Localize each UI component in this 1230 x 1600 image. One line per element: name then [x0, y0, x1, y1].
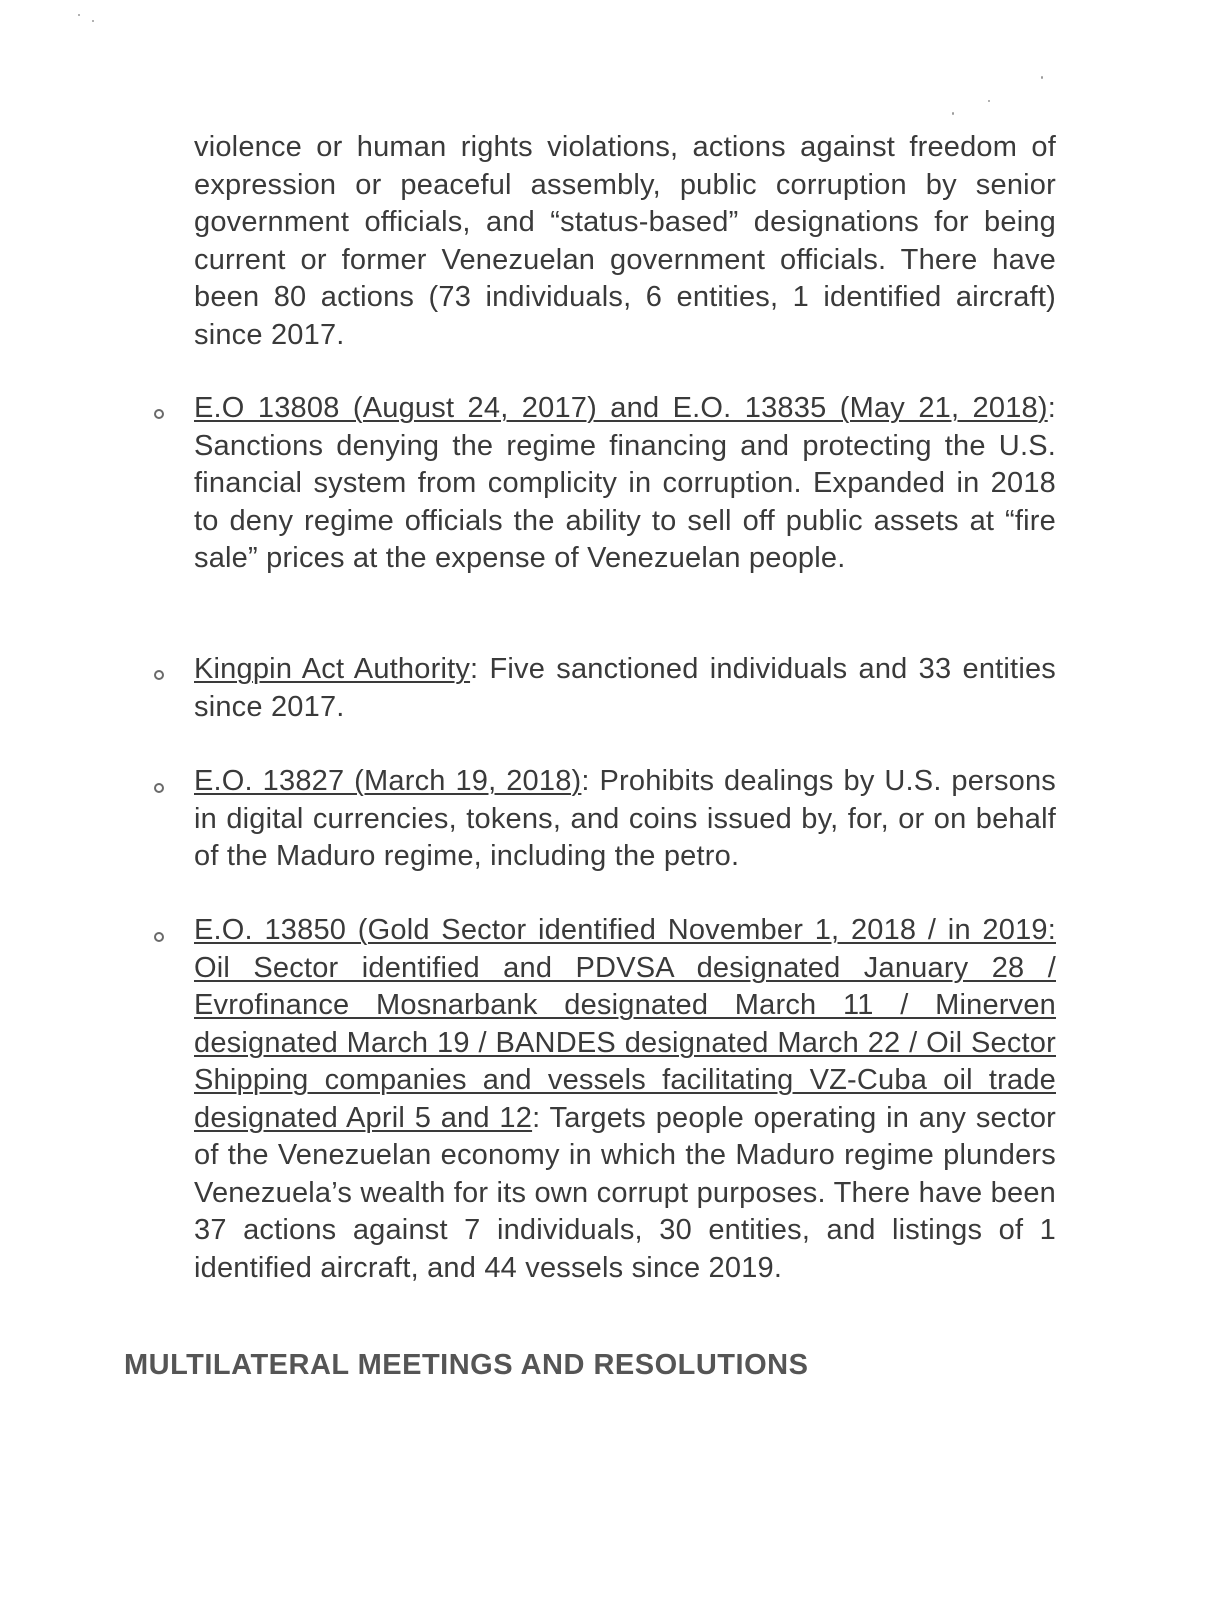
authority-description: : Sanctions denying the regime financing and protecting the U.S. financial system from complicity in corruption. Expanded in 2018 to deny regime officials the ability to sell off public assets at “fire sale” prices at the expense of Venezuelan people. [194, 392, 1056, 574]
scan-speck [952, 112, 954, 115]
authority-description: : Five sanctioned individuals and 33 entities since 2017. [194, 653, 1056, 723]
authority-description: : Prohibits dealings by U.S. persons in digital currencies, tokens, and coins issued by, for, or on behalf of the Maduro regime, including the petro. [194, 765, 1056, 872]
section-heading: MULTILATERAL MEETINGS AND RESOLUTIONS [124, 1349, 809, 1381]
bullet-icon [154, 409, 164, 419]
scan-speck [92, 20, 94, 22]
list-item-kingpin-act [194, 651, 1056, 726]
bullet-icon [154, 783, 164, 793]
authority-reference: E.O 13808 (August 24, 2017) and E.O. 13835 (May 21, 2018) [194, 392, 1048, 424]
list-item-eo-13827 [194, 763, 1056, 876]
authority-reference: E.O. 13850 (Gold Sector identified November 1, 2018 / in 2019: Oil Sector identified and PDVSA designated January 28 / Evrofinance Mosnarbank designated March 11 / Minerven designated March 19 / BANDES designated March 22 / Oil Sector Shipping companies and vessels facilitating VZ-Cuba oil trade designated April 5 and 12 [194, 914, 1056, 1134]
scan-speck [1041, 76, 1043, 79]
scan-speck [78, 14, 80, 16]
authority-reference: E.O. 13827 (March 19, 2018) [194, 765, 582, 797]
authority-reference: Kingpin Act Authority [194, 653, 471, 685]
bullet-icon [154, 932, 164, 942]
list-item-eo-13808 [194, 390, 1056, 578]
scan-speck [988, 100, 990, 102]
authority-description: : Targets people operating in any sector of the Venezuelan economy in which the Maduro regime plunders Venezuela’s wealth for its own corrupt purposes. There have been 37 actions against 7 individuals, 30 entities, and listings of 1 identified aircraft, and 44 vessels since 2019. [194, 1101, 1056, 1284]
list-item-eo-13850 [194, 912, 1056, 1287]
bullet-icon [154, 670, 164, 680]
intro-paragraph [194, 129, 1056, 354]
intro-text: violence or human rights violations, actions against freedom of expression or peaceful assembly, public corruption by senior government officials, and “status-based” designations for being current or former Venezuelan government officials. There have been 80 actions (73 individuals, 6 entities, 1 identified aircraft) since 2017. [194, 131, 1056, 351]
